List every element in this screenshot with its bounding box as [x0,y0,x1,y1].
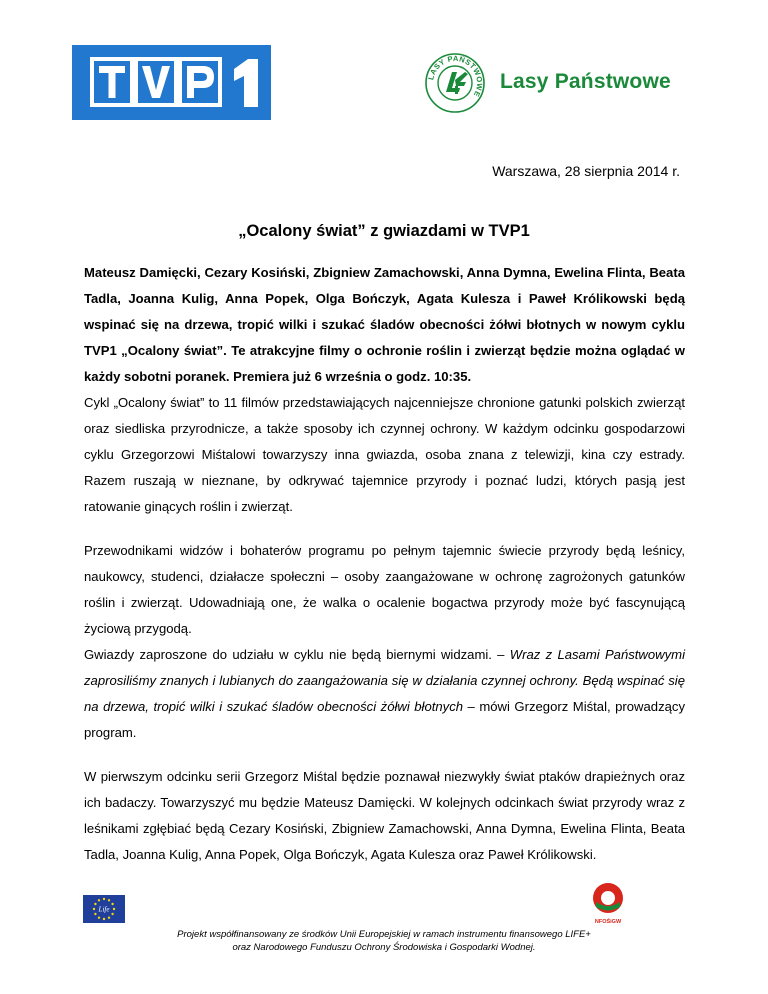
paragraph-4: W pierwszym odcinku serii Grzegorz Miśtal będzie poznawał niezwykły świat ptaków drapieżnych oraz ich badaczy. Towarzyszyć mu będzie Mateusz Damięcki. W kolejnych odcinkach świat przyrody wraz z leśnikami zgłębiać będą Cezary Kosiński, Zbigniew Zamachowski, Anna Dymna, Ewelina Flinta, Beata Tadla, Joanna Kulig, Anna Popek, Olga Bończyk, Agata Kulesza oraz Paweł Królikowski. [84,769,685,862]
paragraph-3-quote: Wraz z Lasami Państwowymi zaprosiliśmy znanych i lubianych do zaangażowania się w działania czynnej ochrony. Będą wspinać się na drzewa, tropić wilki i szukać śladów obecności żółwi błotnych [84,647,685,714]
nfosigw-label: NFOŚiGW [594,919,622,925]
tvp1-logo-graphic [72,45,271,120]
paragraph-2: Przewodnikami widzów i bohaterów programu po pełnym tajemnic świecie przyrody będą leśnicy, naukowcy, studenci, działacze społeczni – osoby zaangażowane w ochronę zagrożonych gatunków roślin i zwierząt. Udowadniają one, że walka o ocalenie bogactwa przyrody może być fascynującą życiową przygodą. [84,543,685,636]
lasy-panstwowe-name: Lasy Państwowe [500,70,671,93]
document-title: „Ocalony świat” z gwiazdami w TVP1 [238,222,530,240]
footer-line-2: oraz Narodowego Funduszu Ochrony Środowiska i Gospodarki Wodnej. [232,942,536,953]
tvp1-logo-text [72,120,73,121]
paragraph-gap [84,520,685,538]
nfosigw-logo [586,880,630,926]
lasy-ring-text: LASY PAŃSTWOWE [426,53,485,99]
paragraph-3-intro: Gwiazdy zaproszone do udziału w cyklu nie będą biernymi widzami. – [84,647,510,662]
paragraph-1: Cykl „Ocalony świat” to 11 filmów przedstawiających najcenniejsze chronione gatunki polskich zwierząt oraz siedliska przyrodnicze, a także sposoby ich czynnej ochrony. W każdym odcinku gospodarzowi cyklu Grzegorzowi Miśtalowi towarzyszy inna gwiazda, osoba znana z telewizji, kina czy estrady. Razem ruszają w nieznane, by odkrywać tajemnice przyrody i poznać ludzi, których pasją jest ratowanie ginących roślin i zwierząt. [84,395,685,514]
eu-life-logo [83,895,125,923]
document-body [84,260,685,868]
footer [0,928,768,954]
footer-line-1: Projekt współfinansowany ze środków Unii Europejskiej w ramach instrumentu finansowego LIFE+ [177,929,591,940]
life-label: Life [98,905,110,914]
lasy-panstwowe-emblem [424,52,486,114]
document-date: Warszawa, 28 sierpnia 2014 r. [492,163,680,179]
lead-paragraph: Mateusz Damięcki, Cezary Kosiński, Zbigniew Zamachowski, Anna Dymna, Ewelina Flinta, Beata Tadla, Joanna Kulig, Anna Popek, Olga Bończyk, Agata Kulesza i Paweł Królikowski będą wspinać się na drzewa, tropić wilki i szukać śladów obecności żółwi błotnych w nowym cyklu TVP1 „Ocalony świat”. Te atrakcyjne filmy o ochronie roślin i zwierząt będzie można oglądać w każdy sobotni poranek. Premiera już 6 września o godz. 10:35. [84,265,685,384]
paragraph-gap [84,746,685,764]
paragraph-3-attribution: – mówi Grzegorz Miśtal, prowadzący program. [84,699,685,740]
tvp1-logo [72,45,271,120]
paragraph-3 [84,642,685,746]
lasy-panstwowe-logo [424,52,704,114]
